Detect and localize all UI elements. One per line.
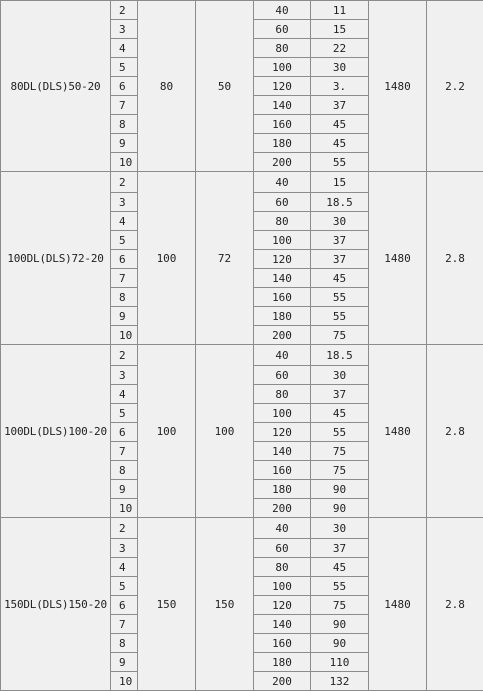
- head-cell: 80: [254, 212, 311, 231]
- head-cell: 200: [254, 326, 311, 345]
- stage-cell: 2: [111, 1, 138, 20]
- weight-cell: 2.8: [427, 345, 483, 518]
- head-cell: 40: [254, 345, 311, 366]
- head-cell: 80: [254, 385, 311, 404]
- power-cell: 110: [311, 653, 369, 672]
- stage-cell: 5: [111, 577, 138, 596]
- table-row: [1, 172, 483, 193]
- weight-cell: 2.8: [427, 172, 483, 345]
- power-cell: 45: [311, 134, 369, 153]
- flow-cell: 50: [196, 1, 254, 172]
- stage-cell: 4: [111, 212, 138, 231]
- stage-cell: 7: [111, 269, 138, 288]
- stage-cell: 5: [111, 231, 138, 250]
- stage-cell: 6: [111, 250, 138, 269]
- speed-cell: 1480: [369, 345, 427, 518]
- head-cell: 40: [254, 172, 311, 193]
- power-cell: 45: [311, 404, 369, 423]
- weight-cell: 2.2: [427, 1, 483, 172]
- head-cell: 60: [254, 539, 311, 558]
- power-cell: 18.5: [311, 193, 369, 212]
- power-cell: 90: [311, 615, 369, 634]
- head-cell: 100: [254, 577, 311, 596]
- power-cell: 55: [311, 153, 369, 172]
- power-cell: 45: [311, 558, 369, 577]
- power-cell: 15: [311, 20, 369, 39]
- power-cell: 55: [311, 307, 369, 326]
- head-cell: 100: [254, 58, 311, 77]
- head-cell: 120: [254, 596, 311, 615]
- model-cell: 80DL(DLS)50-20: [1, 1, 111, 172]
- spec-table-body: [1, 1, 483, 691]
- model-cell: 100DL(DLS)100-20: [1, 345, 111, 518]
- head-cell: 60: [254, 20, 311, 39]
- head-cell: 120: [254, 250, 311, 269]
- head-cell: 180: [254, 307, 311, 326]
- stage-cell: 3: [111, 193, 138, 212]
- head-cell: 40: [254, 1, 311, 20]
- head-cell: 100: [254, 231, 311, 250]
- power-cell: 18.5: [311, 345, 369, 366]
- stage-cell: 5: [111, 404, 138, 423]
- head-cell: 200: [254, 499, 311, 518]
- power-cell: 75: [311, 596, 369, 615]
- power-cell: 37: [311, 96, 369, 115]
- flow-cell: 100: [196, 345, 254, 518]
- stage-cell: 10: [111, 672, 138, 691]
- power-cell: 11: [311, 1, 369, 20]
- table-row: [1, 518, 483, 539]
- flow-cell: 150: [196, 518, 254, 691]
- power-cell: 45: [311, 269, 369, 288]
- stage-cell: 2: [111, 518, 138, 539]
- head-cell: 140: [254, 442, 311, 461]
- head-cell: 140: [254, 96, 311, 115]
- speed-cell: 1480: [369, 1, 427, 172]
- inlet-cell: 80: [138, 1, 196, 172]
- table-row: [1, 345, 483, 366]
- head-cell: 120: [254, 77, 311, 96]
- inlet-cell: 100: [138, 345, 196, 518]
- power-cell: 37: [311, 250, 369, 269]
- stage-cell: 8: [111, 288, 138, 307]
- power-cell: 37: [311, 539, 369, 558]
- power-cell: 30: [311, 518, 369, 539]
- power-cell: 15: [311, 172, 369, 193]
- power-cell: 37: [311, 231, 369, 250]
- stage-cell: 6: [111, 77, 138, 96]
- head-cell: 160: [254, 288, 311, 307]
- weight-cell: 2.8: [427, 518, 483, 691]
- power-cell: 55: [311, 423, 369, 442]
- stage-cell: 8: [111, 461, 138, 480]
- stage-cell: 4: [111, 385, 138, 404]
- model-cell: 150DL(DLS)150-20: [1, 518, 111, 691]
- head-cell: 160: [254, 461, 311, 480]
- head-cell: 140: [254, 269, 311, 288]
- head-cell: 180: [254, 480, 311, 499]
- stage-cell: 10: [111, 326, 138, 345]
- stage-cell: 9: [111, 653, 138, 672]
- head-cell: 140: [254, 615, 311, 634]
- stage-cell: 2: [111, 172, 138, 193]
- stage-cell: 9: [111, 307, 138, 326]
- power-cell: 3.: [311, 77, 369, 96]
- power-cell: 75: [311, 461, 369, 480]
- head-cell: 100: [254, 404, 311, 423]
- stage-cell: 4: [111, 558, 138, 577]
- power-cell: 90: [311, 499, 369, 518]
- power-cell: 75: [311, 442, 369, 461]
- stage-cell: 3: [111, 539, 138, 558]
- power-cell: 75: [311, 326, 369, 345]
- stage-cell: 5: [111, 58, 138, 77]
- model-cell: 100DL(DLS)72-20: [1, 172, 111, 345]
- power-cell: 45: [311, 115, 369, 134]
- power-cell: 30: [311, 366, 369, 385]
- head-cell: 160: [254, 115, 311, 134]
- head-cell: 80: [254, 39, 311, 58]
- stage-cell: 8: [111, 634, 138, 653]
- head-cell: 120: [254, 423, 311, 442]
- power-cell: 37: [311, 385, 369, 404]
- head-cell: 40: [254, 518, 311, 539]
- power-cell: 55: [311, 577, 369, 596]
- speed-cell: 1480: [369, 172, 427, 345]
- speed-cell: 1480: [369, 518, 427, 691]
- power-cell: 22: [311, 39, 369, 58]
- stage-cell: 6: [111, 423, 138, 442]
- power-cell: 132: [311, 672, 369, 691]
- power-cell: 30: [311, 212, 369, 231]
- head-cell: 80: [254, 558, 311, 577]
- stage-cell: 6: [111, 596, 138, 615]
- head-cell: 200: [254, 153, 311, 172]
- head-cell: 200: [254, 672, 311, 691]
- inlet-cell: 100: [138, 172, 196, 345]
- stage-cell: 10: [111, 153, 138, 172]
- stage-cell: 7: [111, 615, 138, 634]
- head-cell: 180: [254, 134, 311, 153]
- power-cell: 90: [311, 634, 369, 653]
- head-cell: 60: [254, 366, 311, 385]
- flow-cell: 72: [196, 172, 254, 345]
- stage-cell: 9: [111, 480, 138, 499]
- stage-cell: 10: [111, 499, 138, 518]
- power-cell: 30: [311, 58, 369, 77]
- power-cell: 55: [311, 288, 369, 307]
- stage-cell: 7: [111, 96, 138, 115]
- head-cell: 160: [254, 634, 311, 653]
- stage-cell: 7: [111, 442, 138, 461]
- stage-cell: 9: [111, 134, 138, 153]
- stage-cell: 3: [111, 366, 138, 385]
- stage-cell: 3: [111, 20, 138, 39]
- table-row: [1, 1, 483, 20]
- head-cell: 60: [254, 193, 311, 212]
- power-cell: 90: [311, 480, 369, 499]
- inlet-cell: 150: [138, 518, 196, 691]
- stage-cell: 8: [111, 115, 138, 134]
- stage-cell: 2: [111, 345, 138, 366]
- head-cell: 180: [254, 653, 311, 672]
- stage-cell: 4: [111, 39, 138, 58]
